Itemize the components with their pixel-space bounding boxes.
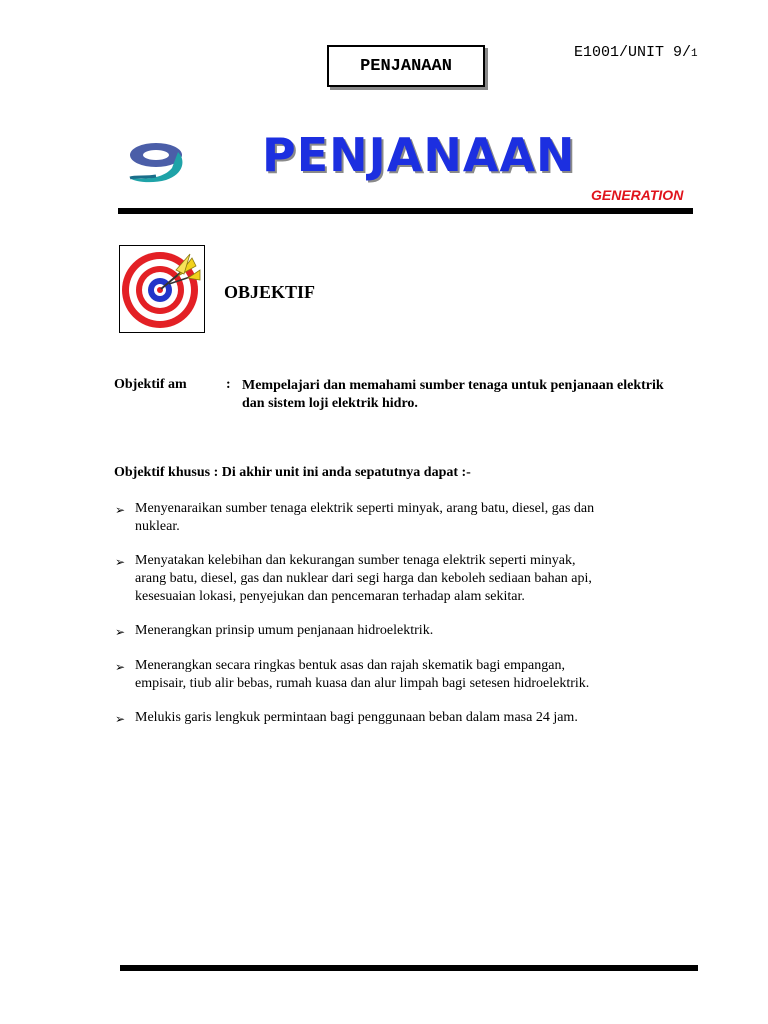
list-item-text: Menyenaraikan sumber tenaga elektrik seperti minyak, arang batu, diesel, gas dan nuklear.	[135, 501, 595, 534]
list-item-text: Menyatakan kelebihan dan kekurangan sumber tenaga elektrik seperti minyak, arang batu, diesel, gas dan nuklear dari segi harga dan keboleh sediaan bahan api, kesesuaian lokasi, penyejukan dan pencemaran terhadap alam sekitar.	[135, 553, 592, 604]
list-item	[115, 709, 595, 728]
list-item	[115, 500, 595, 536]
specific-objective-label: Objektif khusus : Di akhir unit ini anda sepatutnya dapat :-	[114, 465, 471, 480]
list-item-text: Melukis garis lengkuk permintaan bagi penggunaan beban dalam masa 24 jam.	[135, 710, 578, 725]
page-number: 1	[691, 48, 698, 60]
page-title: PENJANAAN	[262, 128, 576, 182]
arrow-bullet-icon: ➢	[115, 555, 126, 569]
general-objective-text: Mempelajari dan memahami sumber tenaga untuk penjanaan elektrik dan sistem loji elektrik hidro.	[242, 378, 664, 411]
unit-number: 9	[165, 168, 167, 169]
arrow-bullet-icon: ➢	[115, 712, 126, 726]
list-item	[115, 657, 595, 693]
list-item	[115, 622, 595, 641]
objective-heading: OBJEKTIF	[224, 282, 316, 302]
general-objective-label: Objektif am	[114, 377, 187, 392]
header-title: PENJANAAN	[360, 56, 452, 76]
unit-number-graphic	[126, 138, 204, 184]
target-icon	[120, 246, 204, 332]
objective-list	[115, 500, 595, 744]
arrow-bullet-icon: ➢	[115, 660, 126, 674]
list-item	[115, 552, 595, 606]
unit-code	[574, 44, 698, 61]
bottom-divider	[120, 965, 698, 971]
general-objective-separator: :	[226, 377, 231, 392]
unit-code-text: E1001/UNIT 9/	[574, 44, 692, 61]
list-item-text: Menerangkan secara ringkas bentuk asas dan rajah skematik bagi empangan, empisair, tiub alir bebas, rumah kuasa dan alur limpah bagi setesen hidroelektrik.	[135, 658, 590, 691]
arrow-bullet-icon: ➢	[115, 625, 126, 639]
target-icon-box	[119, 245, 205, 333]
page-subtitle: GENERATION	[591, 187, 684, 203]
list-item-text: Menerangkan prinsip umum penjanaan hidroelektrik.	[135, 623, 434, 638]
header-title-box	[327, 45, 485, 87]
arrow-bullet-icon: ➢	[115, 503, 126, 517]
top-divider	[118, 208, 693, 214]
